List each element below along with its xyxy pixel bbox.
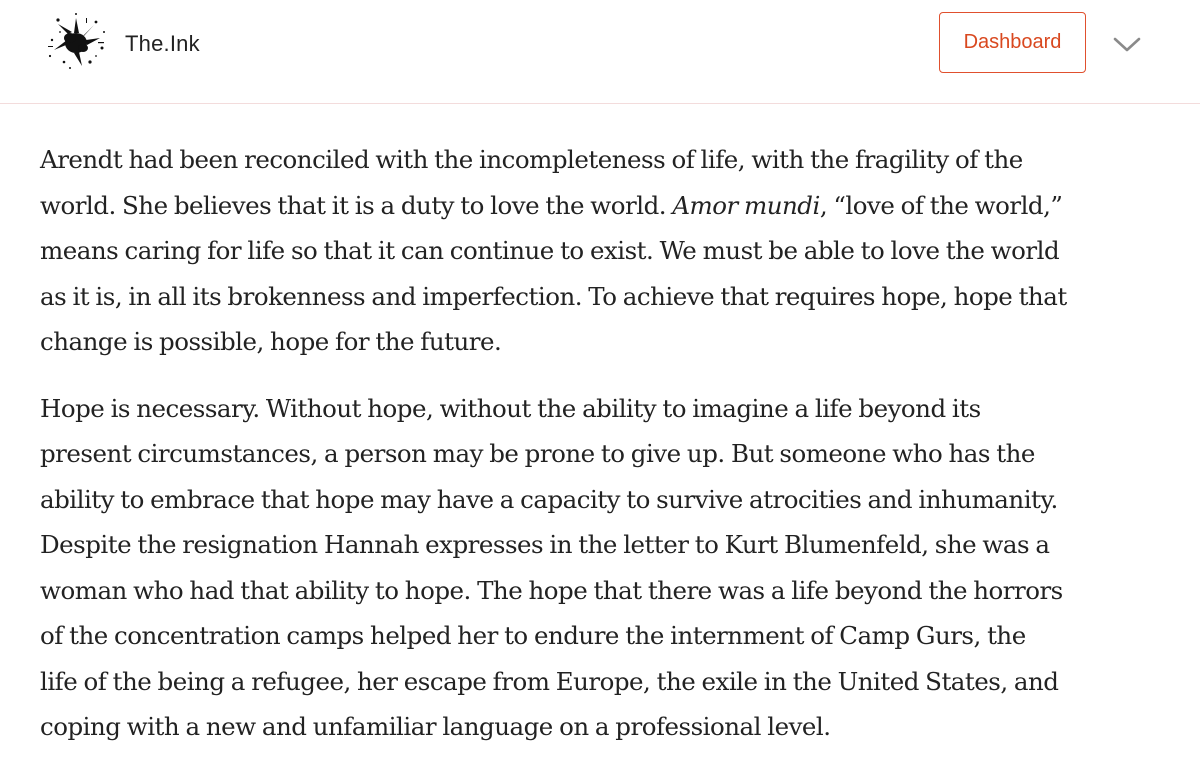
paragraph-line: change is possible, hope for the future. xyxy=(40,327,502,356)
ink-splatter-icon[interactable] xyxy=(46,10,108,72)
paragraph-line: means caring for life so that it can continue to exist. We must be able to love the world xyxy=(40,236,1060,265)
site-name-link[interactable]: The.Ink xyxy=(125,31,200,56)
paragraph-line: ability to embrace that hope may have a capacity to survive atrocities and inhumanity. xyxy=(40,484,1058,514)
paragraph-line xyxy=(40,183,1170,229)
emphasized-term: Amor mundi xyxy=(672,190,820,220)
paragraph-line: life of the being a refugee, her escape from Europe, the exile in the United States, and xyxy=(40,666,1059,696)
chevron-down-icon[interactable] xyxy=(1110,30,1144,58)
article-paragraph-2 xyxy=(40,386,1170,750)
line-text: world. She believes that it is a duty to love the world. xyxy=(40,190,673,220)
paragraph-line: as it is, in all its brokenness and imperfection. To achieve that requires hope, hope that xyxy=(40,281,1067,311)
paragraph-line: Despite the resignation Hannah expresses in the letter to Kurt Blumenfeld, she was a xyxy=(40,530,1050,559)
paragraph-line: woman who had that ability to hope. The hope that there was a life beyond the horrors xyxy=(40,575,1063,605)
dashboard-button[interactable]: Dashboard xyxy=(939,12,1086,73)
top-bar xyxy=(0,0,1200,104)
line-text: , “love of the world,” xyxy=(819,190,1063,220)
article-paragraph-1 xyxy=(40,137,1170,365)
paragraph-line: of the concentration camps helped her to endure the internment of Camp Gurs, the xyxy=(40,621,1026,650)
paragraph-line: Hope is necessary. Without hope, without the ability to imagine a life beyond its xyxy=(40,393,981,423)
paragraph-line: present circumstances, a person may be prone to give up. But someone who has the xyxy=(40,439,1035,468)
paragraph-line: coping with a new and unfamiliar language on a professional level. xyxy=(40,712,831,741)
paragraph-line: Arendt had been reconciled with the incompleteness of life, with the fragility of the xyxy=(40,145,1023,174)
article-body xyxy=(40,137,1170,771)
